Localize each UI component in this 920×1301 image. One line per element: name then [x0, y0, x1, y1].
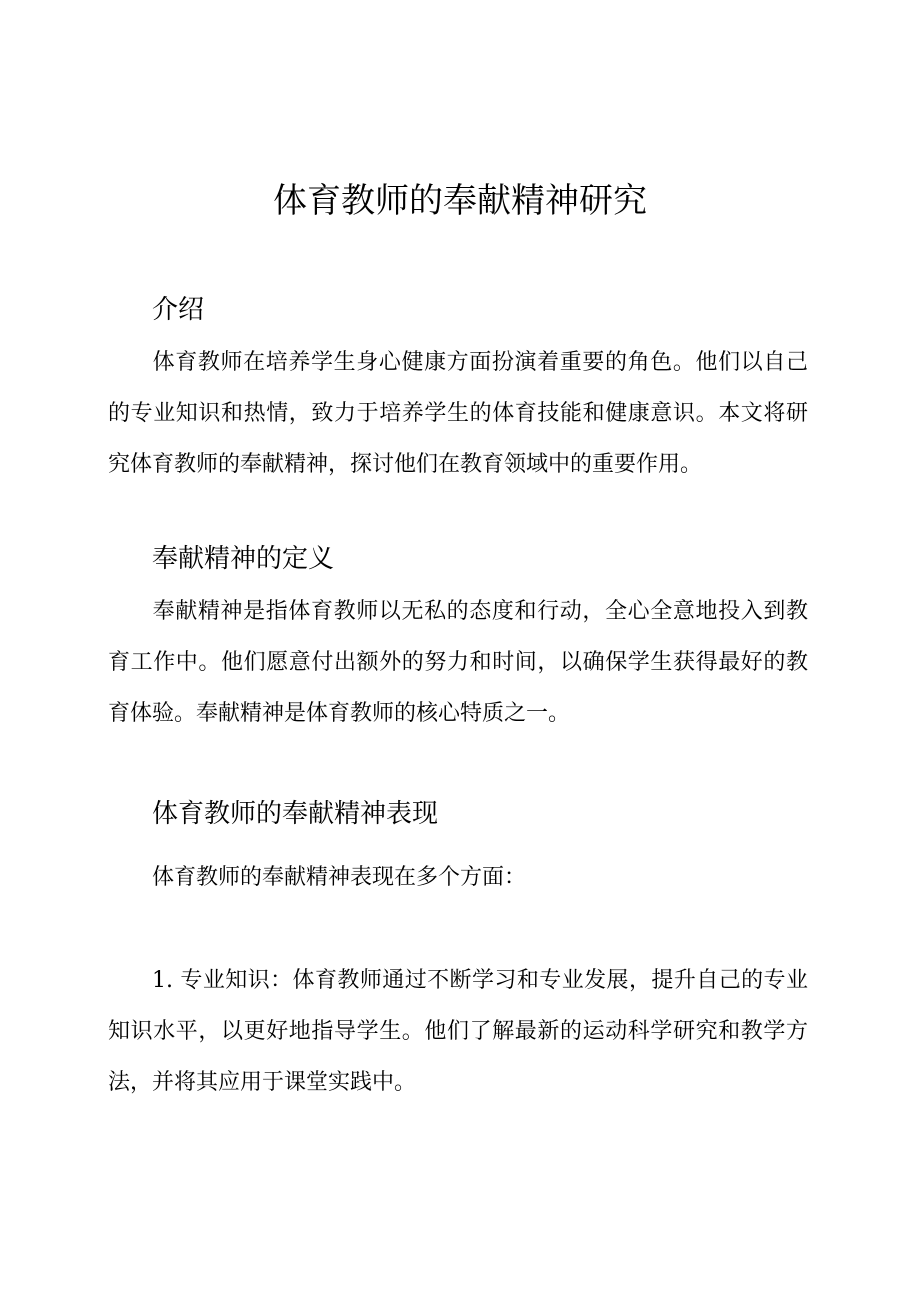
section-heading-intro: 介绍	[152, 295, 205, 325]
paragraph-text: 体育教师在培养学生身心健康方面扮演着重要的角色。他们以自己的专业知识和热情，致力于培养学生的体育技能和健康意识。本文将研究体育教师的奉献精神，探讨他们在教育领域中的重要作用。	[108, 350, 808, 477]
list-item	[108, 955, 808, 1108]
section-heading-definition: 奉献精神的定义	[152, 544, 335, 574]
list-item-text: 1. 专业知识：体育教师通过不断学习和专业发展，提升自己的专业知识水平，以更好地指导学生。他们了解最新的运动科学研究和教学方法，并将其应用于课堂实践中。	[108, 968, 808, 1095]
paragraph-text: 体育教师的奉献精神表现在多个方面：	[152, 865, 527, 890]
section-heading-manifestation: 体育教师的奉献精神表现	[152, 799, 439, 829]
section-paragraph-definition	[108, 586, 808, 739]
paragraph-text: 奉献精神是指体育教师以无私的态度和行动，全心全意地投入到教育工作中。他们愿意付出额外的努力和时间，以确保学生获得最好的教育体验。奉献精神是体育教师的核心特质之一。	[108, 599, 808, 726]
document-title: 体育教师的奉献精神研究	[273, 181, 647, 221]
section-paragraph-intro	[108, 337, 808, 490]
section-paragraph-manifestation	[108, 852, 808, 903]
